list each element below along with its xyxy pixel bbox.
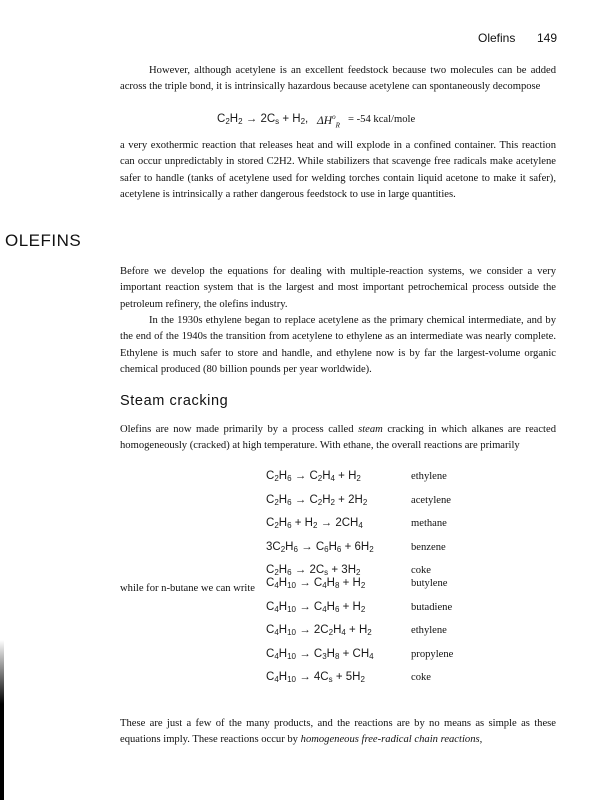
butane-reaction-product-label: propylene	[411, 648, 454, 660]
subsection-title: Steam cracking	[120, 393, 229, 409]
butane-reaction-equation: $C_4H_{10} \to 2C_2H_4 + H_2$	[266, 624, 372, 637]
steam-text-after: cracking in which alkanes are reacted homogeneously (cracked) at high temperature. With ethane, the overall reactions are primarily	[120, 424, 556, 452]
ethane-reaction-equation: $C_2H_6 \to 2C_s + 3H_2$	[266, 564, 361, 577]
running-header-chapter: Olefins	[478, 31, 516, 45]
section-title: OLEFINS	[5, 231, 82, 250]
butane-reaction-equation: $C_4H_{10} \to C_4H_6 + H_2$	[266, 600, 366, 614]
butane-reaction-equation: $C_4H_{10} \to C_3H_8 + CH_4$	[266, 647, 374, 661]
ethane-reaction-equation: $C_2H_6 + H_2 \to 2CH_4$	[266, 517, 363, 530]
paragraph-ethylene-history: In the 1930s ethylene began to replace acetylene as the primary chemical intermediate, and by the end of the 1940s the transition from acetylene to ethylene as an intermediate was nearly complete. Ethylene is much safer to store and handle, and ethylene now is by far the largest-volume organic chemical produced (80 billion pounds per year worldwide).	[120, 315, 556, 375]
ethane-reaction-product-label: methane	[411, 518, 447, 529]
ethane-reaction-product-label: coke	[411, 565, 431, 576]
paragraph-acetylene-hazard: However, although acetylene is an excellent feedstock because two molecules can be added across the triple bond, it is intrinsically hazardous because acetylene can spontaneously decompose	[120, 65, 556, 93]
products-text: These are just a few of the many products, and the reactions are by no means as simple as these equations imply. These reactions occur by	[120, 718, 556, 746]
enthalpy-symbol: $\Delta H^o_R$	[317, 113, 340, 130]
ethane-reaction-product-label: ethylene	[411, 471, 447, 482]
free-radical-emphasis: homogeneous free-radical chain reactions,	[300, 734, 483, 746]
ethane-reaction-product-label: benzene	[411, 541, 446, 553]
equation-acetylene-decomposition: $C_2H_2 \to 2C_s + H_2$,	[217, 113, 309, 126]
butane-intro: while for n-butane we can write	[120, 583, 256, 594]
enthalpy-value: = -54 kcal/mole	[348, 114, 416, 125]
butane-reaction-product-label: butylene	[411, 578, 448, 589]
steam-text-before: Olefins are now made primarily by a process called	[120, 424, 359, 435]
paragraph-exothermic: a very exothermic reaction that releases heat and will explode in a confined container. This reaction can occur unpredictably in stored C2H2. While stabilizers that scavenge free radicals make acetylene safer to handle (tanks of acetylene used for welding torches contain liquid acetone to make it safer), acetylene is intrinsically a rather dangerous feedstock to use in large quantities.	[120, 140, 556, 200]
butane-reaction-equation: $C_4H_{10} \to 4C_s + 5H_2$	[266, 671, 365, 684]
page-number: 149	[537, 31, 558, 45]
ethane-reaction-equation: $3C_2H_6 \to C_6H_6 + 6H_2$	[266, 540, 374, 554]
paragraph-products	[120, 716, 556, 749]
ethane-reaction-product-label: acetylene	[411, 494, 451, 506]
butane-reaction-product-label: ethylene	[411, 625, 447, 636]
page-edge-shadow	[0, 640, 4, 800]
paragraph-olefins-intro: Before we develop the equations for dealing with multiple-reaction systems, we consider a very important reaction system that is the largest and most important petrochemical process outside the petroleum refinery, the olefins industry.	[120, 266, 556, 310]
butane-reaction-equation: $C_4H_{10} \to C_4H_8 + H_2$	[266, 577, 366, 590]
ethane-reaction-equation: $C_2H_6 \to C_2H_2 + 2H_2$	[266, 493, 368, 507]
paragraph-steam-cracking	[120, 422, 556, 455]
butane-reaction-product-label: butadiene	[411, 601, 453, 613]
butane-reaction-product-label: coke	[411, 672, 431, 683]
steam-emphasis: steam	[358, 424, 383, 435]
ethane-reaction-equation: $C_2H_6 \to C_2H_4 + H_2$	[266, 470, 361, 483]
